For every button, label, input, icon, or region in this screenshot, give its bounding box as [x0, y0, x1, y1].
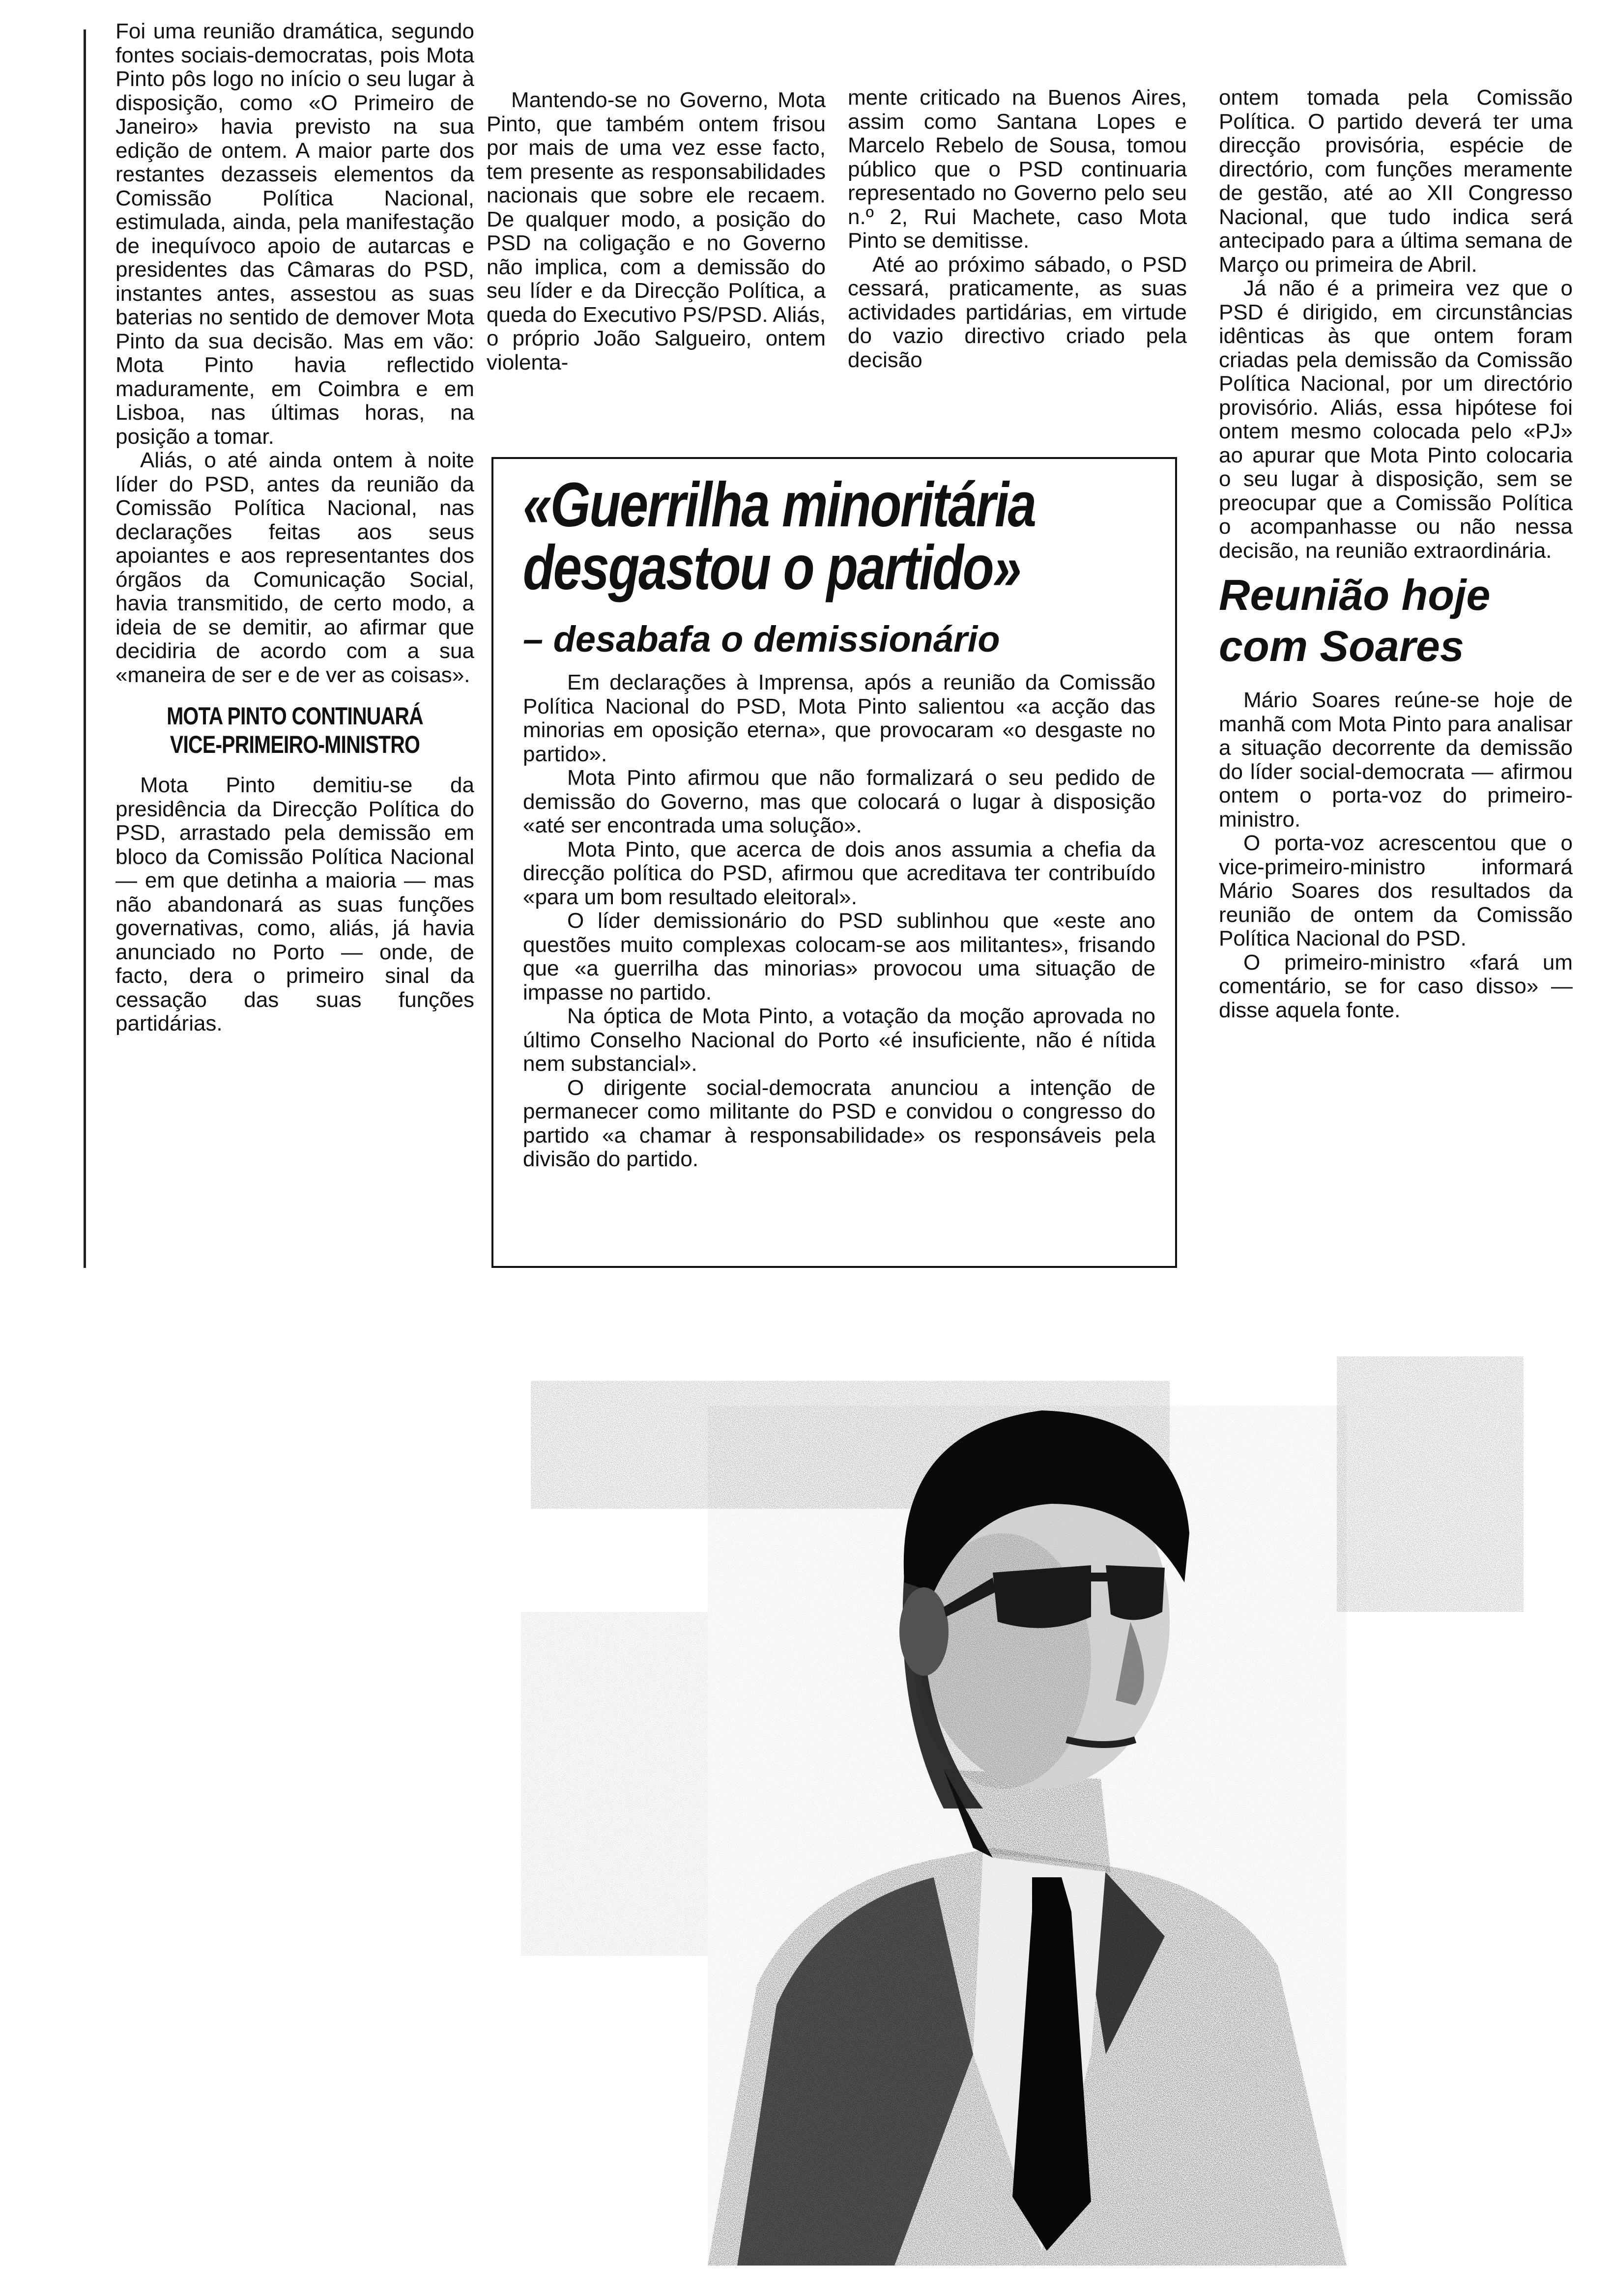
- box-paragraph-1: Em declarações à Imprensa, após a reunião da Comissão Política Nacional do PSD, Mota Pinto salientou «a acção das minorias em oposição eterna», que provocaram «o desgaste no partido».: [523, 670, 1155, 766]
- box-body: [523, 671, 1155, 1172]
- margin-mark: [84, 29, 93, 1268]
- col3-paragraph-2: Até ao próximo sábado, o PSD cessará, praticamente, as suas actividades partidárias, em virtude do vazio directivo criado pela decisão: [848, 252, 1187, 372]
- col1-paragraph-1: Foi uma reunião dramática, segundo fontes sociais-democratas, pois Mota Pinto pôs logo no início o seu lugar à disposição, como «O Primeiro de Janeiro» havia previsto na sua edição de ontem. A maior parte dos restantes dezasseis elementos da Comissão Política Nacional, estimulada, ainda, pela manifestação de inequívoco apoio de autarcas e presidentes das Câmaras do PSD, instantes antes, assestou as suas baterias no sentido de demover Mota Pinto da sua decisão. Mas em vão: Mota Pinto havia reflectido maduramente, em Coimbra e em Lisboa, nas últimas horas, na posição a tomar.: [115, 19, 474, 449]
- col2-paragraph-1: Mantendo-se no Governo, Mota Pinto, que também ontem frisou por mais de uma vez esse facto, tem presente as responsabilidades nacionais que sobre ele recaem. De qualquer modo, a posição do PSD na coligação e no Governo não implica, com a demissão do seu líder e da Direcção Política, a queda do Executivo PS/PSD. Aliás, o próprio João Salgueiro, ontem violenta-: [487, 88, 826, 374]
- col1-paragraph-2: Aliás, o até ainda ontem à noite líder do PSD, antes da reunião da Comissão Política Nacional, nas declarações feitas aos seus apoiantes e aos representantes dos órgãos da Comunicação Social, havia transmitido, de certo modo, a ideia de se demitir, ao afirmar que decidiria de acordo com a sua «maneira de ser e de ver as coisas».: [115, 448, 474, 687]
- portrait-photo: [501, 1317, 1553, 2266]
- box-headline: [523, 470, 1140, 603]
- col1-paragraph-3: Mota Pinto demitiu-se da presidência da Direcção Política do PSD, arrastado pela demissão em bloco da Comissão Política Nacional — em que detinha a maioria — mas não abandonará as suas funções governativas, como, aliás, já havia anunciado no Porto — onde, de facto, dera o primeiro sinal da cessação das suas funções partidárias.: [115, 773, 474, 1035]
- box-paragraph-5: Na óptica de Mota Pinto, a votação da moção aprovada no último Conselho Nacional do Porto «é insuficiente, não é nítida nem substancial».: [523, 1004, 1155, 1076]
- box-paragraph-3: Mota Pinto, que acerca de dois anos assumia a chefia da direcção política do PSD, afirmou que acreditava ter contribuído «para um bom resultado eleitoral».: [523, 837, 1155, 909]
- col4-paragraph-1: ontem tomada pela Comissão Política. O partido deverá ter uma direcção provisória, espécie de directório, com funções meramente de gestão, até ao XII Congresso Nacional, que tudo indica será antecipado para a última semana de Março ou primeira de Abril.: [1219, 86, 1573, 277]
- box-headline-line-1: «Guerrilha minoritária: [523, 470, 1036, 540]
- col4-paragraph-3: Mário Soares reúne-se hoje de manhã com Mota Pinto para analisar a situação decorrente da demissão do líder social-democrata — afirmou ontem o porta-voz do primeiro-ministro.: [1219, 688, 1573, 832]
- article-column-4: [1219, 86, 1573, 1022]
- article-column-1: [115, 20, 474, 1036]
- col4-paragraph-4: O porta-voz acrescentou que o vice-primeiro-ministro informará Mário Soares dos resultados da reunião de ontem da Comissão Política Nacional do PSD.: [1219, 831, 1573, 950]
- box-paragraph-6: O dirigente social-democrata anunciou a intenção de permanecer como militante do PSD e convidou o congresso do partido «a chamar à responsabilidade» os responsáveis pela divisão do partido.: [523, 1075, 1155, 1171]
- col4-headline-line-1: Reunião hoje: [1219, 571, 1491, 619]
- box-paragraph-4: O líder demissionário do PSD sublinhou que «este ano questões muito complexas colocam-se aos militantes», frisando que «a guerrilha das minorias» provocou uma situação de impasse no partido.: [523, 909, 1155, 1004]
- col4-paragraph-2: Já não é a primeira vez que o PSD é dirigido, em circunstâncias idênticas às que ontem foram criadas pela demissão da Comissão Política Nacional, por um directório provisório. Aliás, essa hipótese foi ontem mesmo colocada pelo «PJ» ao apurar que Mota Pinto colocaria o seu lugar à disposição, sem se preocupar que a Comissão Política o acompanhasse ou não nessa decisão, na reunião extraordinária.: [1219, 276, 1573, 563]
- col4-headline: [1219, 570, 1573, 672]
- col3-paragraph-1: mente criticado na Buenos Aires, assim como Santana Lopes e Marcelo Rebelo de Sousa, tomou público que o PSD continuaria representado no Governo pelo seu n.º 2, Rui Machete, caso Mota Pinto se demitisse.: [848, 86, 1187, 253]
- col4-headline-line-2: com Soares: [1219, 622, 1464, 670]
- col1-subhead: [148, 702, 442, 759]
- box-subheadline: – desabafa o demissionário: [523, 619, 1000, 660]
- col4-paragraph-5: O primeiro-ministro «fará um comentário, se for caso disso» — disse aquela fonte.: [1219, 950, 1573, 1022]
- article-column-2: [487, 88, 826, 374]
- col1-subhead-line-2: VICE-PRIMEIRO-MINISTRO: [170, 731, 420, 758]
- col1-subhead-line-1: MOTA PINTO CONTINUARÁ: [167, 702, 423, 730]
- article-column-3: [848, 86, 1187, 372]
- boxed-article: [491, 457, 1177, 1268]
- box-headline-line-2: desgastou o partido»: [523, 533, 1021, 603]
- box-paragraph-2: Mota Pinto afirmou que não formalizará o seu pedido de demissão do Governo, mas que colocará o lugar à disposição «até ser encontrada uma solução».: [523, 766, 1155, 837]
